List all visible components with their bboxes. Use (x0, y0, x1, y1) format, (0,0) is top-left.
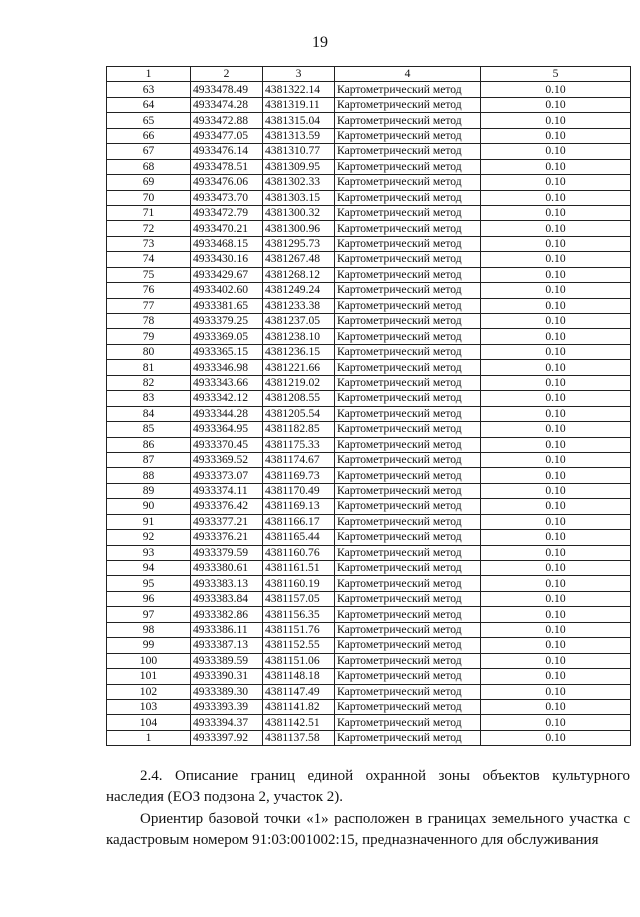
y-coordinate-cell: 4381313.59 (263, 128, 335, 143)
x-coordinate-cell: 4933476.06 (191, 175, 263, 190)
x-coordinate-cell: 4933390.31 (191, 669, 263, 684)
y-coordinate-cell: 4381170.49 (263, 483, 335, 498)
y-coordinate-cell: 4381300.32 (263, 205, 335, 220)
y-coordinate-cell: 4381267.48 (263, 252, 335, 267)
y-coordinate-cell: 4381141.82 (263, 699, 335, 714)
x-coordinate-cell: 4933397.92 (191, 730, 263, 745)
accuracy-cell: 0.10 (481, 175, 631, 190)
point-number-cell: 71 (107, 205, 191, 220)
x-coordinate-cell: 4933376.21 (191, 530, 263, 545)
point-number-cell: 95 (107, 576, 191, 591)
method-cell: Картометрический метод (335, 113, 481, 128)
x-coordinate-cell: 4933383.13 (191, 576, 263, 591)
table-row (107, 545, 631, 560)
method-cell: Картометрический метод (335, 576, 481, 591)
accuracy-cell: 0.10 (481, 591, 631, 606)
point-number-cell: 104 (107, 715, 191, 730)
x-coordinate-cell: 4933476.14 (191, 144, 263, 159)
table-row (107, 391, 631, 406)
method-cell: Картометрический метод (335, 530, 481, 545)
y-coordinate-cell: 4381322.14 (263, 82, 335, 97)
accuracy-cell: 0.10 (481, 144, 631, 159)
y-coordinate-cell: 4381156.35 (263, 607, 335, 622)
accuracy-cell: 0.10 (481, 422, 631, 437)
method-cell: Картометрический метод (335, 360, 481, 375)
header-point-number: 1 (107, 67, 191, 82)
table-header-row (107, 67, 631, 82)
point-number-cell: 99 (107, 638, 191, 653)
method-cell: Картометрический метод (335, 97, 481, 112)
point-number-cell: 86 (107, 437, 191, 452)
point-number-cell: 89 (107, 483, 191, 498)
x-coordinate-cell: 4933386.11 (191, 622, 263, 637)
accuracy-cell: 0.10 (481, 653, 631, 668)
point-number-cell: 88 (107, 468, 191, 483)
accuracy-cell: 0.10 (481, 607, 631, 622)
method-cell: Картометрический метод (335, 561, 481, 576)
table-row (107, 298, 631, 313)
point-number-cell: 81 (107, 360, 191, 375)
accuracy-cell: 0.10 (481, 514, 631, 529)
x-coordinate-cell: 4933429.67 (191, 267, 263, 282)
method-cell: Картометрический метод (335, 205, 481, 220)
method-cell: Картометрический метод (335, 329, 481, 344)
x-coordinate-cell: 4933389.30 (191, 684, 263, 699)
accuracy-cell: 0.10 (481, 344, 631, 359)
accuracy-cell: 0.10 (481, 314, 631, 329)
accuracy-cell: 0.10 (481, 545, 631, 560)
accuracy-cell: 0.10 (481, 391, 631, 406)
y-coordinate-cell: 4381148.18 (263, 669, 335, 684)
x-coordinate-cell: 4933472.79 (191, 205, 263, 220)
accuracy-cell: 0.10 (481, 499, 631, 514)
table-row (107, 468, 631, 483)
table-row (107, 483, 631, 498)
y-coordinate-cell: 4381160.19 (263, 576, 335, 591)
accuracy-cell: 0.10 (481, 452, 631, 467)
method-cell: Картометрический метод (335, 190, 481, 205)
point-number-cell: 103 (107, 699, 191, 714)
point-number-cell: 78 (107, 314, 191, 329)
y-coordinate-cell: 4381236.15 (263, 344, 335, 359)
method-cell: Картометрический метод (335, 499, 481, 514)
x-coordinate-cell: 4933370.45 (191, 437, 263, 452)
y-coordinate-cell: 4381175.33 (263, 437, 335, 452)
x-coordinate-cell: 4933470.21 (191, 221, 263, 236)
x-coordinate-cell: 4933478.49 (191, 82, 263, 97)
x-coordinate-cell: 4933379.59 (191, 545, 263, 560)
method-cell: Картометрический метод (335, 699, 481, 714)
method-cell: Картометрический метод (335, 591, 481, 606)
table-row (107, 144, 631, 159)
y-coordinate-cell: 4381151.06 (263, 653, 335, 668)
method-cell: Картометрический метод (335, 684, 481, 699)
method-cell: Картометрический метод (335, 128, 481, 143)
accuracy-cell: 0.10 (481, 669, 631, 684)
method-cell: Картометрический метод (335, 452, 481, 467)
body-paragraph: Ориентир базовой точки «1» расположен в границах земельного участка с кадастровым номером 91:03:001002:15, предназначенного для обслуживания (106, 811, 630, 848)
point-number-cell: 101 (107, 669, 191, 684)
method-cell: Картометрический метод (335, 252, 481, 267)
method-cell: Картометрический метод (335, 236, 481, 251)
accuracy-cell: 0.10 (481, 530, 631, 545)
x-coordinate-cell: 4933364.95 (191, 422, 263, 437)
y-coordinate-cell: 4381208.55 (263, 391, 335, 406)
point-number-cell: 76 (107, 283, 191, 298)
point-number-cell: 72 (107, 221, 191, 236)
x-coordinate-cell: 4933382.86 (191, 607, 263, 622)
x-coordinate-cell: 4933343.66 (191, 375, 263, 390)
method-cell: Картометрический метод (335, 375, 481, 390)
y-coordinate-cell: 4381142.51 (263, 715, 335, 730)
x-coordinate-cell: 4933381.65 (191, 298, 263, 313)
y-coordinate-cell: 4381169.13 (263, 499, 335, 514)
x-coordinate-cell: 4933383.84 (191, 591, 263, 606)
table-row (107, 576, 631, 591)
method-cell: Картометрический метод (335, 298, 481, 313)
point-number-cell: 1 (107, 730, 191, 745)
y-coordinate-cell: 4381315.04 (263, 113, 335, 128)
y-coordinate-cell: 4381303.15 (263, 190, 335, 205)
point-number-cell: 97 (107, 607, 191, 622)
point-number-cell: 70 (107, 190, 191, 205)
table-row (107, 514, 631, 529)
y-coordinate-cell: 4381233.38 (263, 298, 335, 313)
x-coordinate-cell: 4933377.21 (191, 514, 263, 529)
point-number-cell: 82 (107, 375, 191, 390)
section-heading-paragraph: 2.4. Описание границ единой охранной зоны объектов культурного наследия (ЕОЗ подзона 2, участок 2). (106, 768, 630, 805)
accuracy-cell: 0.10 (481, 113, 631, 128)
y-coordinate-cell: 4381157.05 (263, 591, 335, 606)
table-row (107, 175, 631, 190)
table-row (107, 638, 631, 653)
method-cell: Картометрический метод (335, 283, 481, 298)
table-row (107, 406, 631, 421)
point-number-cell: 79 (107, 329, 191, 344)
accuracy-cell: 0.10 (481, 360, 631, 375)
table-row (107, 344, 631, 359)
accuracy-cell: 0.10 (481, 298, 631, 313)
table-body (107, 82, 631, 746)
accuracy-cell: 0.10 (481, 406, 631, 421)
table-row (107, 730, 631, 745)
method-cell: Картометрический метод (335, 144, 481, 159)
point-number-cell: 74 (107, 252, 191, 267)
table-row (107, 82, 631, 97)
table-row (107, 329, 631, 344)
method-cell: Картометрический метод (335, 468, 481, 483)
x-coordinate-cell: 4933376.42 (191, 499, 263, 514)
method-cell: Картометрический метод (335, 159, 481, 174)
y-coordinate-cell: 4381310.77 (263, 144, 335, 159)
accuracy-cell: 0.10 (481, 159, 631, 174)
method-cell: Картометрический метод (335, 607, 481, 622)
table-row (107, 97, 631, 112)
method-cell: Картометрический метод (335, 669, 481, 684)
table-row (107, 314, 631, 329)
header-method: 4 (335, 67, 481, 82)
y-coordinate-cell: 4381147.49 (263, 684, 335, 699)
table-row (107, 452, 631, 467)
point-number-cell: 68 (107, 159, 191, 174)
method-cell: Картометрический метод (335, 221, 481, 236)
table-row (107, 267, 631, 282)
method-cell: Картометрический метод (335, 730, 481, 745)
y-coordinate-cell: 4381205.54 (263, 406, 335, 421)
point-number-cell: 93 (107, 545, 191, 560)
point-number-cell: 92 (107, 530, 191, 545)
x-coordinate-cell: 4933477.05 (191, 128, 263, 143)
method-cell: Картометрический метод (335, 638, 481, 653)
table-row (107, 437, 631, 452)
point-number-cell: 87 (107, 452, 191, 467)
table-row (107, 699, 631, 714)
accuracy-cell: 0.10 (481, 684, 631, 699)
x-coordinate-cell: 4933472.88 (191, 113, 263, 128)
accuracy-cell: 0.10 (481, 576, 631, 591)
x-coordinate-cell: 4933393.39 (191, 699, 263, 714)
x-coordinate-cell: 4933474.28 (191, 97, 263, 112)
method-cell: Картометрический метод (335, 175, 481, 190)
y-coordinate-cell: 4381152.55 (263, 638, 335, 653)
x-coordinate-cell: 4933478.51 (191, 159, 263, 174)
table-row (107, 190, 631, 205)
method-cell: Картометрический метод (335, 715, 481, 730)
x-coordinate-cell: 4933402.60 (191, 283, 263, 298)
accuracy-cell: 0.10 (481, 190, 631, 205)
method-cell: Картометрический метод (335, 422, 481, 437)
accuracy-cell: 0.10 (481, 483, 631, 498)
table-row (107, 530, 631, 545)
method-cell: Картометрический метод (335, 314, 481, 329)
accuracy-cell: 0.10 (481, 82, 631, 97)
point-number-cell: 85 (107, 422, 191, 437)
table-row (107, 375, 631, 390)
x-coordinate-cell: 4933389.59 (191, 653, 263, 668)
point-number-cell: 64 (107, 97, 191, 112)
table-row (107, 360, 631, 375)
method-cell: Картометрический метод (335, 622, 481, 637)
table-row (107, 128, 631, 143)
x-coordinate-cell: 4933369.52 (191, 452, 263, 467)
table-row (107, 607, 631, 622)
point-number-cell: 100 (107, 653, 191, 668)
table-row (107, 561, 631, 576)
y-coordinate-cell: 4381309.95 (263, 159, 335, 174)
method-cell: Картометрический метод (335, 514, 481, 529)
y-coordinate-cell: 4381249.24 (263, 283, 335, 298)
point-number-cell: 63 (107, 82, 191, 97)
x-coordinate-cell: 4933373.07 (191, 468, 263, 483)
point-number-cell: 91 (107, 514, 191, 529)
y-coordinate-cell: 4381137.58 (263, 730, 335, 745)
table-row (107, 205, 631, 220)
method-cell: Картометрический метод (335, 406, 481, 421)
y-coordinate-cell: 4381300.96 (263, 221, 335, 236)
accuracy-cell: 0.10 (481, 561, 631, 576)
accuracy-cell: 0.10 (481, 699, 631, 714)
accuracy-cell: 0.10 (481, 730, 631, 745)
accuracy-cell: 0.10 (481, 221, 631, 236)
header-x-coordinate: 2 (191, 67, 263, 82)
y-coordinate-cell: 4381161.51 (263, 561, 335, 576)
point-number-cell: 75 (107, 267, 191, 282)
point-number-cell: 66 (107, 128, 191, 143)
x-coordinate-cell: 4933342.12 (191, 391, 263, 406)
accuracy-cell: 0.10 (481, 205, 631, 220)
x-coordinate-cell: 4933473.70 (191, 190, 263, 205)
table-row (107, 715, 631, 730)
method-cell: Картометрический метод (335, 545, 481, 560)
table-row (107, 653, 631, 668)
accuracy-cell: 0.10 (481, 437, 631, 452)
point-number-cell: 69 (107, 175, 191, 190)
accuracy-cell: 0.10 (481, 622, 631, 637)
accuracy-cell: 0.10 (481, 468, 631, 483)
accuracy-cell: 0.10 (481, 236, 631, 251)
point-number-cell: 102 (107, 684, 191, 699)
y-coordinate-cell: 4381182.85 (263, 422, 335, 437)
y-coordinate-cell: 4381165.44 (263, 530, 335, 545)
y-coordinate-cell: 4381160.76 (263, 545, 335, 560)
x-coordinate-cell: 4933430.16 (191, 252, 263, 267)
y-coordinate-cell: 4381319.11 (263, 97, 335, 112)
y-coordinate-cell: 4381169.73 (263, 468, 335, 483)
header-accuracy: 5 (481, 67, 631, 82)
point-number-cell: 73 (107, 236, 191, 251)
y-coordinate-cell: 4381295.73 (263, 236, 335, 251)
table-row (107, 221, 631, 236)
x-coordinate-cell: 4933387.13 (191, 638, 263, 653)
y-coordinate-cell: 4381221.66 (263, 360, 335, 375)
x-coordinate-cell: 4933346.98 (191, 360, 263, 375)
point-number-cell: 65 (107, 113, 191, 128)
x-coordinate-cell: 4933379.25 (191, 314, 263, 329)
table-row (107, 684, 631, 699)
accuracy-cell: 0.10 (481, 375, 631, 390)
method-cell: Картометрический метод (335, 82, 481, 97)
method-cell: Картометрический метод (335, 344, 481, 359)
accuracy-cell: 0.10 (481, 715, 631, 730)
point-number-cell: 77 (107, 298, 191, 313)
accuracy-cell: 0.10 (481, 638, 631, 653)
point-number-cell: 84 (107, 406, 191, 421)
method-cell: Картометрический метод (335, 391, 481, 406)
point-number-cell: 83 (107, 391, 191, 406)
y-coordinate-cell: 4381238.10 (263, 329, 335, 344)
y-coordinate-cell: 4381151.76 (263, 622, 335, 637)
x-coordinate-cell: 4933369.05 (191, 329, 263, 344)
y-coordinate-cell: 4381302.33 (263, 175, 335, 190)
table-row (107, 422, 631, 437)
y-coordinate-cell: 4381219.02 (263, 375, 335, 390)
y-coordinate-cell: 4381166.17 (263, 514, 335, 529)
table-row (107, 283, 631, 298)
header-y-coordinate: 3 (263, 67, 335, 82)
y-coordinate-cell: 4381237.05 (263, 314, 335, 329)
table-row (107, 113, 631, 128)
point-number-cell: 98 (107, 622, 191, 637)
table-row (107, 591, 631, 606)
table-row (107, 499, 631, 514)
accuracy-cell: 0.10 (481, 128, 631, 143)
method-cell: Картометрический метод (335, 653, 481, 668)
table-row (107, 622, 631, 637)
coordinates-table (106, 66, 631, 746)
x-coordinate-cell: 4933365.15 (191, 344, 263, 359)
accuracy-cell: 0.10 (481, 97, 631, 112)
page-number: 19 (312, 34, 328, 51)
point-number-cell: 90 (107, 499, 191, 514)
method-cell: Картометрический метод (335, 437, 481, 452)
point-number-cell: 94 (107, 561, 191, 576)
x-coordinate-cell: 4933344.28 (191, 406, 263, 421)
x-coordinate-cell: 4933380.61 (191, 561, 263, 576)
x-coordinate-cell: 4933468.15 (191, 236, 263, 251)
y-coordinate-cell: 4381174.67 (263, 452, 335, 467)
table-row (107, 252, 631, 267)
accuracy-cell: 0.10 (481, 267, 631, 282)
accuracy-cell: 0.10 (481, 283, 631, 298)
accuracy-cell: 0.10 (481, 329, 631, 344)
point-number-cell: 67 (107, 144, 191, 159)
table-row (107, 669, 631, 684)
x-coordinate-cell: 4933394.37 (191, 715, 263, 730)
method-cell: Картометрический метод (335, 483, 481, 498)
point-number-cell: 80 (107, 344, 191, 359)
table-row (107, 159, 631, 174)
accuracy-cell: 0.10 (481, 252, 631, 267)
table-row (107, 236, 631, 251)
point-number-cell: 96 (107, 591, 191, 606)
x-coordinate-cell: 4933374.11 (191, 483, 263, 498)
y-coordinate-cell: 4381268.12 (263, 267, 335, 282)
method-cell: Картометрический метод (335, 267, 481, 282)
